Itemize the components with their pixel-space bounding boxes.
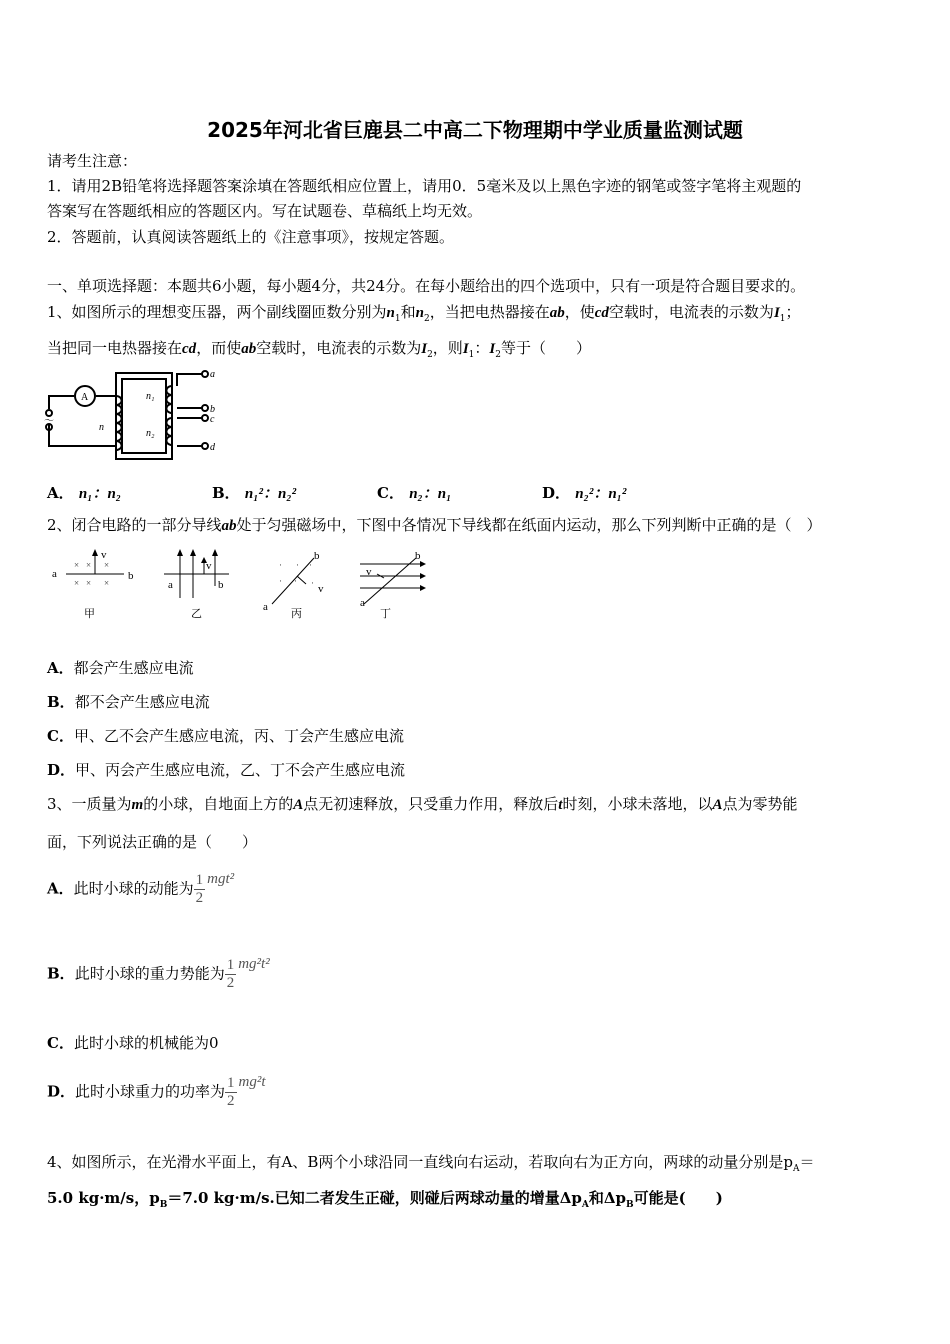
q2-stem — [47, 515, 822, 536]
q1-option-d[interactable] — [542, 482, 626, 503]
q1-option-a[interactable] — [47, 482, 121, 503]
text: 5.0 kg·m/s，p — [47, 1189, 160, 1207]
velocity-label: v — [206, 560, 212, 572]
text: B． — [47, 964, 75, 983]
svg-text:×: × — [74, 560, 80, 570]
text: 当把同一电热器接在 — [47, 339, 183, 357]
text: A． — [47, 659, 74, 677]
q2-option-a[interactable] — [47, 658, 194, 678]
text: 2 — [195, 890, 204, 906]
q3-stem: 面，下列说法正确的是（ ） — [47, 833, 258, 851]
text: 点无初速释放，只受重力作用，释放后 — [303, 795, 559, 813]
svg-text:×: × — [104, 560, 110, 570]
q1-stem — [47, 338, 591, 365]
text: 此时小球的重力势能为 — [74, 964, 225, 983]
endpoint-label: b — [314, 550, 320, 562]
text: m — [131, 797, 144, 813]
text: 1 — [468, 350, 475, 360]
q3-stem — [47, 794, 797, 815]
page-title: 2025年河北省巨鹿县二中高二下物理期中学业质量监测试题 — [207, 118, 743, 142]
svg-text:×: × — [74, 578, 80, 588]
text: 1 — [779, 314, 786, 324]
q4-stem — [47, 1188, 723, 1215]
text: n — [415, 305, 424, 321]
text: C． — [377, 484, 404, 502]
text: n₁²：n₂² — [244, 486, 297, 502]
text: n₂²：n₁² — [575, 486, 627, 502]
text: 时刻，小球未落地，以 — [562, 795, 713, 813]
text: 都不会产生感应电流 — [74, 693, 210, 711]
q3-option-d[interactable] — [47, 1075, 266, 1110]
q3-option-a[interactable] — [47, 872, 234, 907]
text: 甲、丙会产生感应电流，乙、丁不会产生感应电流 — [75, 761, 406, 779]
endpoint-label: a — [360, 597, 365, 609]
text: 2 — [423, 314, 430, 324]
velocity-label: v — [366, 566, 372, 578]
text: cd — [594, 305, 609, 321]
text: 可能是( ) — [633, 1189, 723, 1207]
text: 空载时，电流表的示数为 — [608, 303, 774, 321]
notice-line: 2．答题前，认真阅读答题纸上的《注意事项》，按规定答题。 — [47, 228, 455, 246]
text: 此时小球的机械能为0 — [73, 1034, 219, 1052]
text: A — [293, 797, 304, 813]
q2-option-b[interactable] — [47, 692, 210, 712]
text: I — [489, 341, 496, 357]
terminal-label: c — [210, 414, 215, 425]
text: ab — [241, 341, 257, 357]
velocity-label: v — [318, 583, 324, 595]
ammeter-label: A — [81, 392, 89, 403]
q3-option-c[interactable] — [47, 1033, 219, 1053]
endpoint-label: a — [52, 568, 57, 580]
text: n₁：n₂ — [78, 486, 122, 502]
text: 3、一质量为 — [47, 795, 132, 813]
section-heading: 一、单项选择题：本题共6小题，每小题4分，共24分。在每小题给出的四个选项中，只有一项是符合题目要求的。 — [47, 277, 806, 295]
text: 2 — [227, 1093, 235, 1109]
text: 2 — [226, 975, 235, 991]
notice-heading: 请考生注意： — [47, 152, 138, 170]
text: 都会产生感应电流 — [73, 659, 194, 677]
text: mg²t² — [238, 956, 270, 972]
diagram-caption: 甲 — [84, 608, 95, 620]
text: 甲、乙不会产生感应电流，丙、丁会产生感应电流 — [73, 727, 404, 745]
text: ＝ — [799, 1153, 815, 1171]
text: I — [462, 341, 469, 357]
transformer-figure — [44, 366, 224, 466]
text: 1 — [394, 314, 401, 324]
text: 此时小球重力的功率为 — [75, 1082, 226, 1101]
text: 1 — [195, 872, 204, 888]
text: 2 — [427, 350, 433, 360]
text: 和 — [400, 303, 416, 321]
coil-label: n₁ — [146, 391, 155, 402]
q3-option-b[interactable] — [47, 957, 270, 992]
q1-stem — [47, 302, 801, 329]
text: t — [558, 797, 563, 813]
text: mg²t — [238, 1074, 266, 1090]
text: B — [159, 1200, 168, 1210]
text: A — [793, 1164, 800, 1174]
q1-option-c[interactable] — [377, 482, 451, 503]
fraction — [225, 1075, 237, 1110]
q2-figure — [44, 546, 444, 622]
text: n₂：n₁ — [409, 486, 452, 502]
text: 点为零势能 — [722, 795, 798, 813]
q2-option-d[interactable] — [47, 760, 405, 780]
velocity-label: v — [101, 549, 107, 561]
svg-text:×: × — [104, 578, 110, 588]
endpoint-label: a — [168, 579, 173, 591]
endpoint-label: b — [128, 570, 134, 582]
diagram-caption: 丙 — [291, 608, 302, 620]
text: I — [773, 305, 780, 321]
text: A — [581, 1200, 589, 1210]
text: 此时小球的动能为 — [73, 879, 194, 898]
text: B． — [47, 693, 75, 711]
endpoint-label: b — [218, 579, 224, 591]
text: D． — [47, 761, 76, 779]
svg-text:·: · — [279, 560, 282, 570]
diagram-caption: 丁 — [380, 608, 391, 620]
q1-option-b[interactable] — [212, 482, 296, 503]
source-label: ～ — [44, 416, 54, 427]
text: 2 — [495, 350, 501, 360]
q4-stem — [47, 1152, 815, 1179]
text: C． — [47, 727, 74, 745]
svg-text:·: · — [296, 560, 299, 570]
text: 1 — [227, 1075, 235, 1091]
text: 的小球，自地面上方的 — [143, 795, 294, 813]
notice-line: 答案写在答题纸相应的答题区内。写在试题卷、草稿纸上均无效。 — [47, 202, 483, 220]
text: 1 — [226, 957, 235, 973]
text: 4、如图所示，在光滑水平面上，有A、B两个小球沿同一直线向右运动，若取向右为正方向，两球的动量分别是p — [47, 1153, 794, 1171]
diagram-caption: 乙 — [191, 608, 202, 620]
text: A． — [47, 484, 74, 502]
text: 处于匀强磁场中，下图中各情况下导线都在纸面内运动，那么下列判断中正确的是（ ） — [236, 516, 822, 534]
svg-text:·: · — [309, 560, 312, 570]
terminal-label: d — [210, 442, 215, 453]
text: A — [712, 797, 723, 813]
text: A． — [47, 879, 74, 898]
coil-label: n — [99, 422, 104, 433]
fraction — [194, 872, 206, 907]
endpoint-label: a — [263, 601, 268, 613]
text: ，当把电热器接在 — [429, 303, 550, 321]
text: ； — [785, 303, 801, 321]
text: D． — [47, 1082, 76, 1101]
text: ： — [474, 339, 490, 357]
text: 1、如图所示的理想变压器，两个副线圈匝数分别为 — [47, 303, 387, 321]
fraction — [225, 957, 237, 992]
text: 等于（ ） — [500, 339, 591, 357]
svg-text:·: · — [279, 576, 282, 586]
text: B． — [212, 484, 240, 502]
text: 和Δp — [588, 1189, 627, 1207]
text: n — [386, 305, 395, 321]
text: ，则 — [432, 339, 463, 357]
terminal-label: a — [210, 369, 215, 380]
endpoint-label: b — [415, 550, 421, 562]
text: ，使 — [564, 303, 595, 321]
coil-label: n₂ — [146, 428, 155, 439]
svg-text:×: × — [86, 560, 92, 570]
terminal-label: b — [210, 404, 215, 415]
svg-text:×: × — [86, 578, 92, 588]
text: C． — [47, 1034, 74, 1052]
q2-option-c[interactable] — [47, 726, 404, 746]
text: I — [421, 341, 428, 357]
notice-line: 1．请用2B铅笔将选择题答案涂填在答题纸相应位置上，请用0．5毫米及以上黑色字迹的钢笔或签字笔将主观题的 — [47, 177, 802, 195]
text: ab — [221, 518, 237, 534]
text: D． — [542, 484, 571, 502]
text: B — [626, 1200, 634, 1210]
text: ，而使 — [196, 339, 242, 357]
text: cd — [182, 341, 197, 357]
svg-text:·: · — [311, 578, 314, 588]
svg-text:·: · — [294, 576, 297, 586]
text: ab — [549, 305, 565, 321]
text: 空载时，电流表的示数为 — [256, 339, 422, 357]
text: ＝7.0 kg·m/s.已知二者发生正碰，则碰后两球动量的增量Δp — [167, 1189, 582, 1207]
text: mgt² — [207, 871, 235, 887]
text: 2、闭合电路的一部分导线 — [47, 516, 222, 534]
